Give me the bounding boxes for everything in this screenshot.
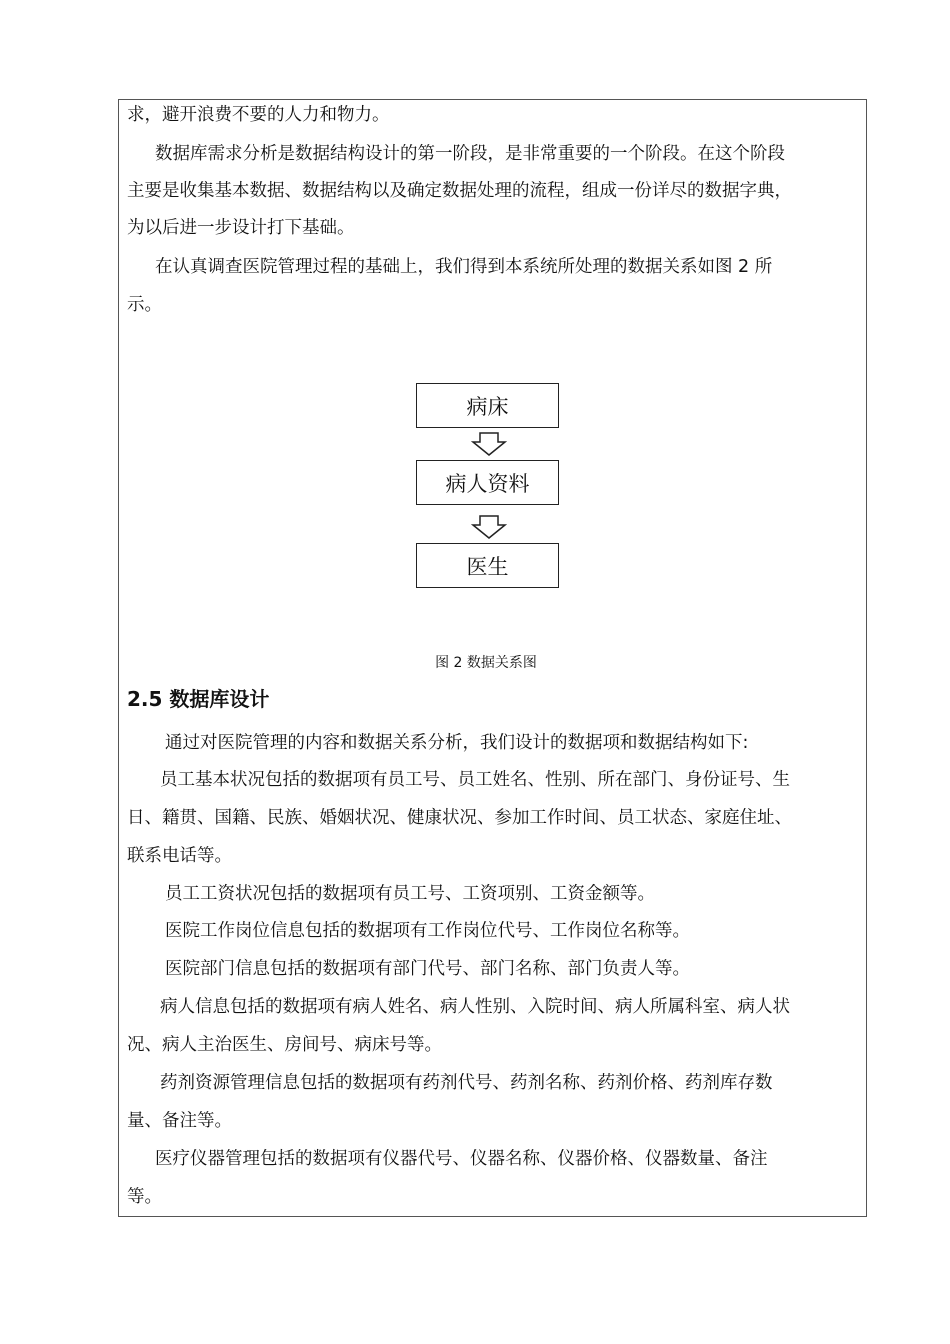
- paragraph-line: 在认真调查医院管理过程的基础上，我们得到本系统所处理的数据关系如图 2 所: [155, 257, 773, 277]
- paragraph-line: 求，避开浪费不要的人力和物力。: [127, 105, 390, 125]
- paragraph-line: 量、备注等。: [127, 1111, 232, 1131]
- paragraph-line: 数据库需求分析是数据结构设计的第一阶段，是非常重要的一个阶段。在这个阶段: [155, 144, 785, 164]
- paragraph-line: 主要是收集基本数据、数据结构以及确定数据处理的流程，组成一份详尽的数据字典，: [127, 181, 792, 201]
- paragraph-line: 为以后进一步设计打下基础。: [127, 218, 355, 238]
- paragraph-line: 医院工作岗位信息包括的数据项有工作岗位代号、工作岗位名称等。: [165, 921, 690, 941]
- paragraph-line: 病人信息包括的数据项有病人姓名、病人性别、入院时间、病人所属科室、病人状: [160, 997, 790, 1017]
- figure-caption: 图 2 数据关系图: [435, 655, 537, 671]
- paragraph-line: 日、籍贯、国籍、民族、婚姻状况、健康状况、参加工作时间、员工状态、家庭住址、: [127, 808, 792, 828]
- diagram-box-doctor: 医生: [416, 543, 559, 588]
- paragraph-line: 等。: [127, 1187, 162, 1207]
- diagram-box-patient: 病人资料: [416, 460, 559, 505]
- paragraph-line: 示。: [127, 295, 162, 315]
- paragraph-line: 医院部门信息包括的数据项有部门代号、部门名称、部门负责人等。: [165, 959, 690, 979]
- paragraph-line: 员工工资状况包括的数据项有员工号、工资项别、工资金额等。: [165, 884, 655, 904]
- diagram-box-bed: 病床: [416, 383, 559, 428]
- down-arrow-icon: [471, 432, 507, 456]
- paragraph-line: 医疗仪器管理包括的数据项有仪器代号、仪器名称、仪器价格、仪器数量、备注: [155, 1149, 768, 1169]
- down-arrow-icon: [471, 515, 507, 539]
- paragraph-line: 联系电话等。: [127, 846, 232, 866]
- paragraph-line: 况、病人主治医生、房间号、病床号等。: [127, 1035, 442, 1055]
- paragraph-line: 员工基本状况包括的数据项有员工号、员工姓名、性别、所在部门、身份证号、生: [160, 770, 790, 790]
- section-heading: 2.5 数据库设计: [127, 687, 270, 711]
- paragraph-line: 通过对医院管理的内容和数据关系分析，我们设计的数据项和数据结构如下:: [165, 733, 749, 753]
- paragraph-line: 药剂资源管理信息包括的数据项有药剂代号、药剂名称、药剂价格、药剂库存数: [160, 1073, 773, 1093]
